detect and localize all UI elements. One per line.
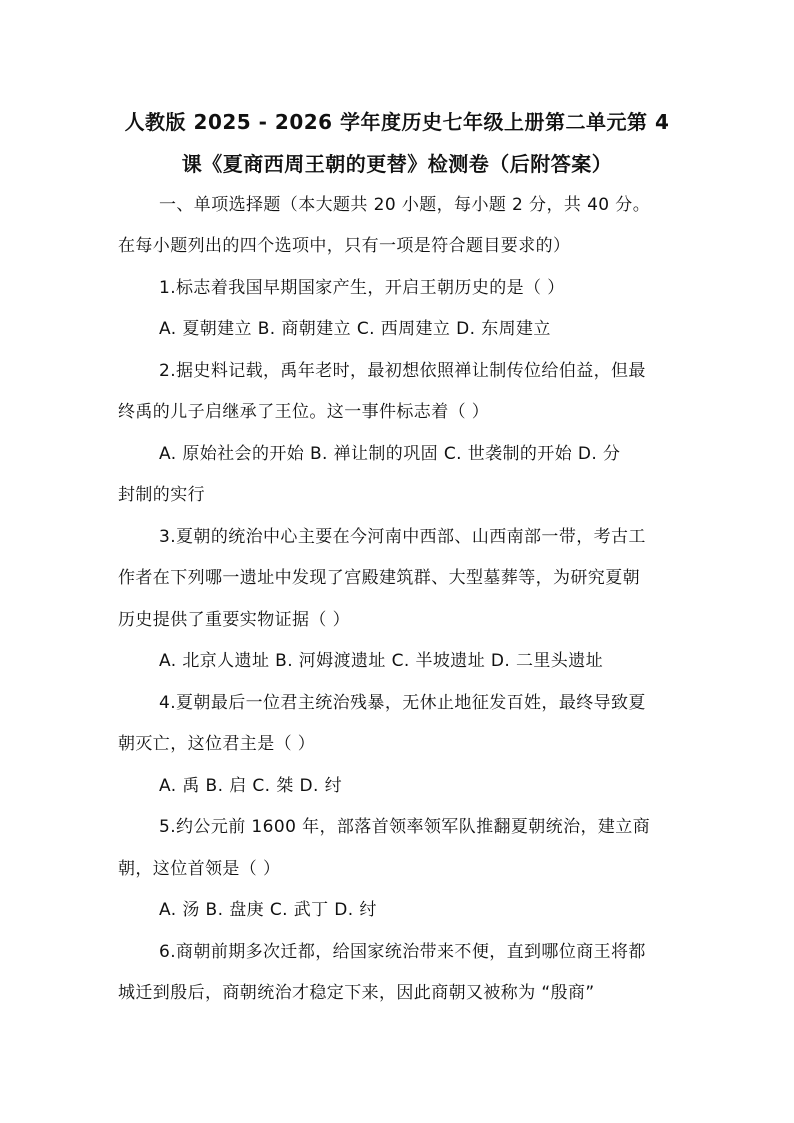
question-1-stem: 1.标志着我国早期国家产生，开启王朝历史的是（ ）	[159, 278, 565, 298]
question-5-stem-line-2: 朝，这位首领是（ ）	[118, 859, 281, 879]
question-5-stem-line-1: 5.约公元前 1600 年，部落首领率领军队推翻夏朝统治，建立商	[159, 817, 651, 837]
question-2-stem-line-2: 终禹的儿子启继承了王位。这一事件标志着（ ）	[118, 402, 490, 422]
question-2-options-line-2: 封制的实行	[118, 485, 205, 505]
question-3-options: A. 北京人遗址 B. 河姆渡遗址 C. 半坡遗址 D. 二里头遗址	[159, 651, 603, 671]
question-4-options: A. 禹 B. 启 C. 桀 D. 纣	[159, 776, 342, 796]
question-6-stem-line-2: 城迁到殷后，商朝统治才稳定下来，因此商朝又被称为 “殷商”	[118, 983, 595, 1003]
section-heading-line-2: 在每小题列出的四个选项中，只有一项是符合题目要求的）	[118, 236, 571, 256]
question-1-options: A. 夏朝建立 B. 商朝建立 C. 西周建立 D. 东周建立	[159, 319, 551, 339]
document-title-line-1: 人教版 2025 - 2026 学年度历史七年级上册第二单元第 4	[124, 110, 670, 134]
question-6-stem-line-1: 6.商朝前期多次迁都，给国家统治带来不便，直到哪位商王将都	[159, 942, 646, 962]
question-4-stem-line-2: 朝灭亡，这位君主是（ ）	[118, 734, 316, 754]
question-2-stem-line-1: 2.据史料记载，禹年老时，最初想依照禅让制传位给伯益，但最	[159, 361, 646, 381]
section-heading-line-1: 一、单项选择题（本大题共 20 小题，每小题 2 分，共 40 分。	[159, 195, 651, 215]
question-4-stem-line-1: 4.夏朝最后一位君主统治残暴，无休止地征发百姓，最终导致夏	[159, 693, 646, 713]
question-5-options: A. 汤 B. 盘庚 C. 武丁 D. 纣	[159, 900, 377, 920]
question-2-options-line-1: A. 原始社会的开始 B. 禅让制的巩固 C. 世袭制的开始 D. 分	[159, 444, 621, 464]
question-3-stem-line-3: 历史提供了重要实物证据（ ）	[118, 610, 351, 630]
document-title-line-2: 课《夏商西周王朝的更替》检测卷（后附答案）	[181, 152, 613, 176]
question-3-stem-line-1: 3.夏朝的统治中心主要在今河南中西部、山西南部一带，考古工	[159, 527, 646, 547]
question-3-stem-line-2: 作者在下列哪一遗址中发现了宫殿建筑群、大型墓葬等，为研究夏朝	[118, 568, 640, 588]
